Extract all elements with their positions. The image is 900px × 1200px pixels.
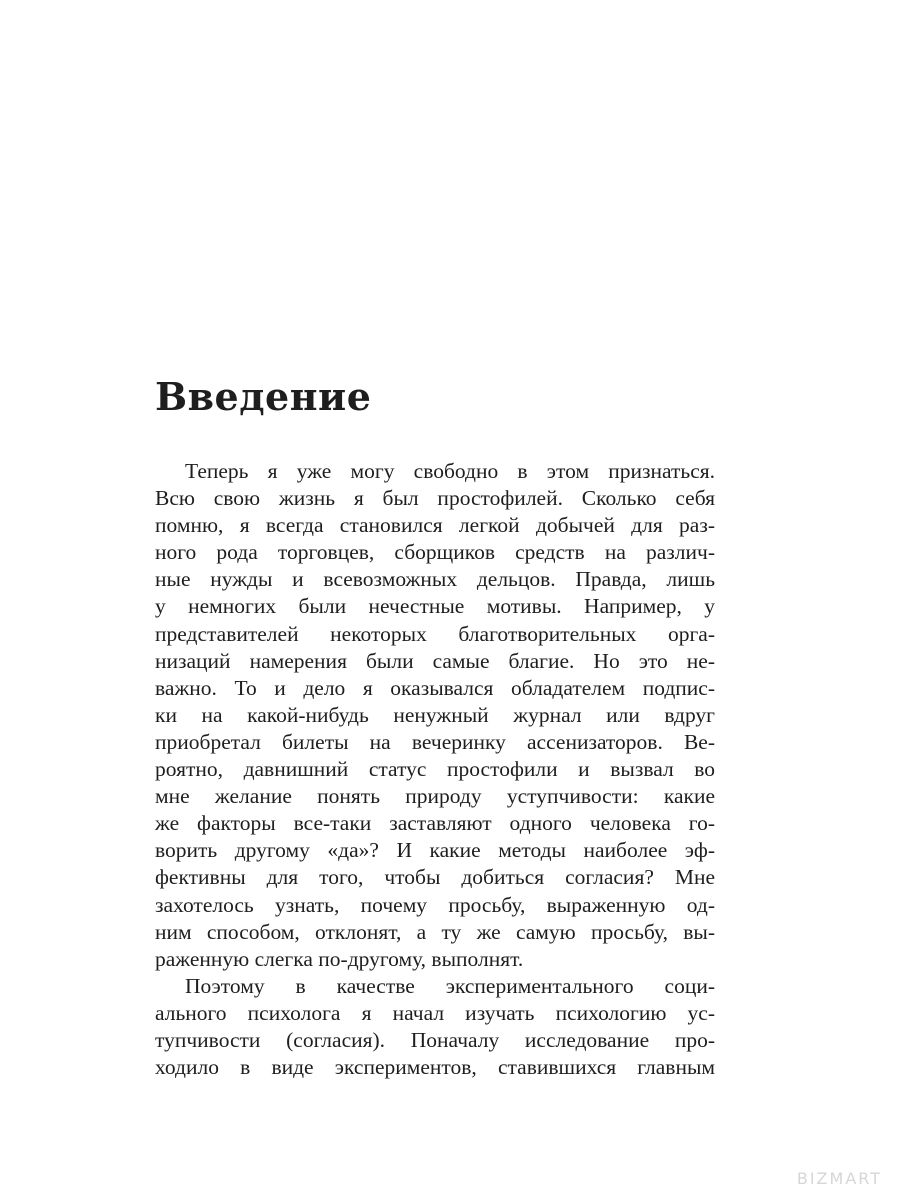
text-line: важно. То и дело я оказывался обладателем подпис-: [155, 675, 715, 700]
text-line: Поэтому в качестве экспериментального соци-: [185, 973, 715, 998]
text-line: мне желание понять природу уступчивости: какие: [155, 784, 715, 809]
text-line: фективны для того, чтобы добиться согласия? Мне: [155, 865, 715, 890]
text-line: ки на какой-нибудь ненужный журнал или вдруг: [155, 702, 715, 727]
text-line: у немногих были нечестные мотивы. Например, у: [155, 594, 715, 619]
text-line: представителей некоторых благотворительных орга-: [155, 621, 715, 646]
text-line: ворить другому «да»? И какие методы наиболее эф-: [155, 838, 715, 863]
text-line: ного рода торговцев, сборщиков средств на различ-: [155, 540, 715, 565]
text-line: Всю свою жизнь я был простофилей. Сколько себя: [155, 486, 715, 511]
text-line: захотелось узнать, почему просьбу, выраженную од-: [155, 892, 715, 917]
watermark-logo: BIZMART: [796, 1169, 882, 1188]
text-line: тупчивости (согласия). Поначалу исследование про-: [155, 1027, 715, 1052]
text-line: ные нужды и всевозможных дельцов. Правда, лишь: [155, 567, 715, 592]
text-line: же факторы все-таки заставляют одного человека го-: [155, 811, 715, 836]
text-line: низаций намерения были самые благие. Но это не-: [155, 648, 715, 673]
text-line: ним способом, отклонят, а ту же самую просьбу, вы-: [155, 919, 715, 944]
text-line: роятно, давнишний статус простофили и вызвал во: [155, 757, 715, 782]
text-line: ходило в виде экспериментов, ставившихся главным: [155, 1055, 715, 1080]
text-line: ального психолога я начал изучать психологию ус-: [155, 1000, 715, 1025]
text-line: помню, я всегда становился легкой добычей для раз-: [155, 513, 715, 538]
paragraph-2: [155, 973, 715, 1081]
chapter-title: Введение: [155, 374, 372, 419]
text-line: Теперь я уже могу свободно в этом признаться.: [185, 459, 715, 483]
paragraph-1: [155, 458, 715, 973]
chapter-body: [155, 458, 715, 1081]
text-line: раженную слегка по-другому, выполнят.: [155, 946, 524, 971]
text-line: приобретал билеты на вечеринку ассенизаторов. Ве-: [155, 729, 715, 754]
